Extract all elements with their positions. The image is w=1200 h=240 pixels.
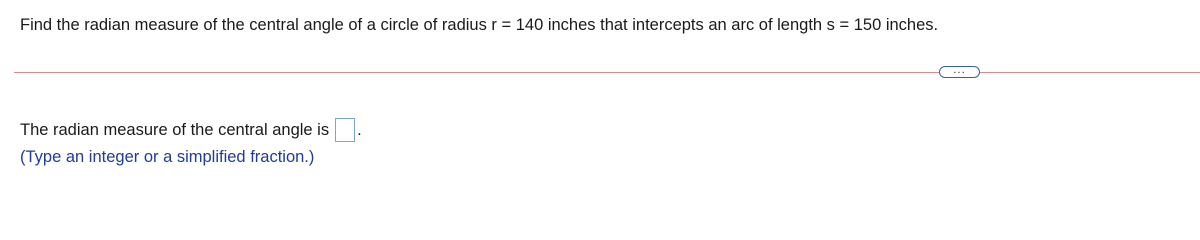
more-options-button[interactable] <box>939 66 980 78</box>
answer-hint: (Type an integer or a simplified fraction.) <box>20 148 315 166</box>
answer-input-box[interactable] <box>335 118 355 142</box>
question-text: Find the radian measure of the central angle of a circle of radius r = 140 inches that intercepts an arc of length s = 150 inches. <box>20 16 939 34</box>
section-divider <box>14 72 1200 73</box>
answer-prompt: The radian measure of the central angle is <box>20 121 330 139</box>
answer-line <box>20 118 362 142</box>
ellipsis-icon: ... <box>953 64 966 76</box>
answer-trailing-period: . <box>357 121 362 139</box>
